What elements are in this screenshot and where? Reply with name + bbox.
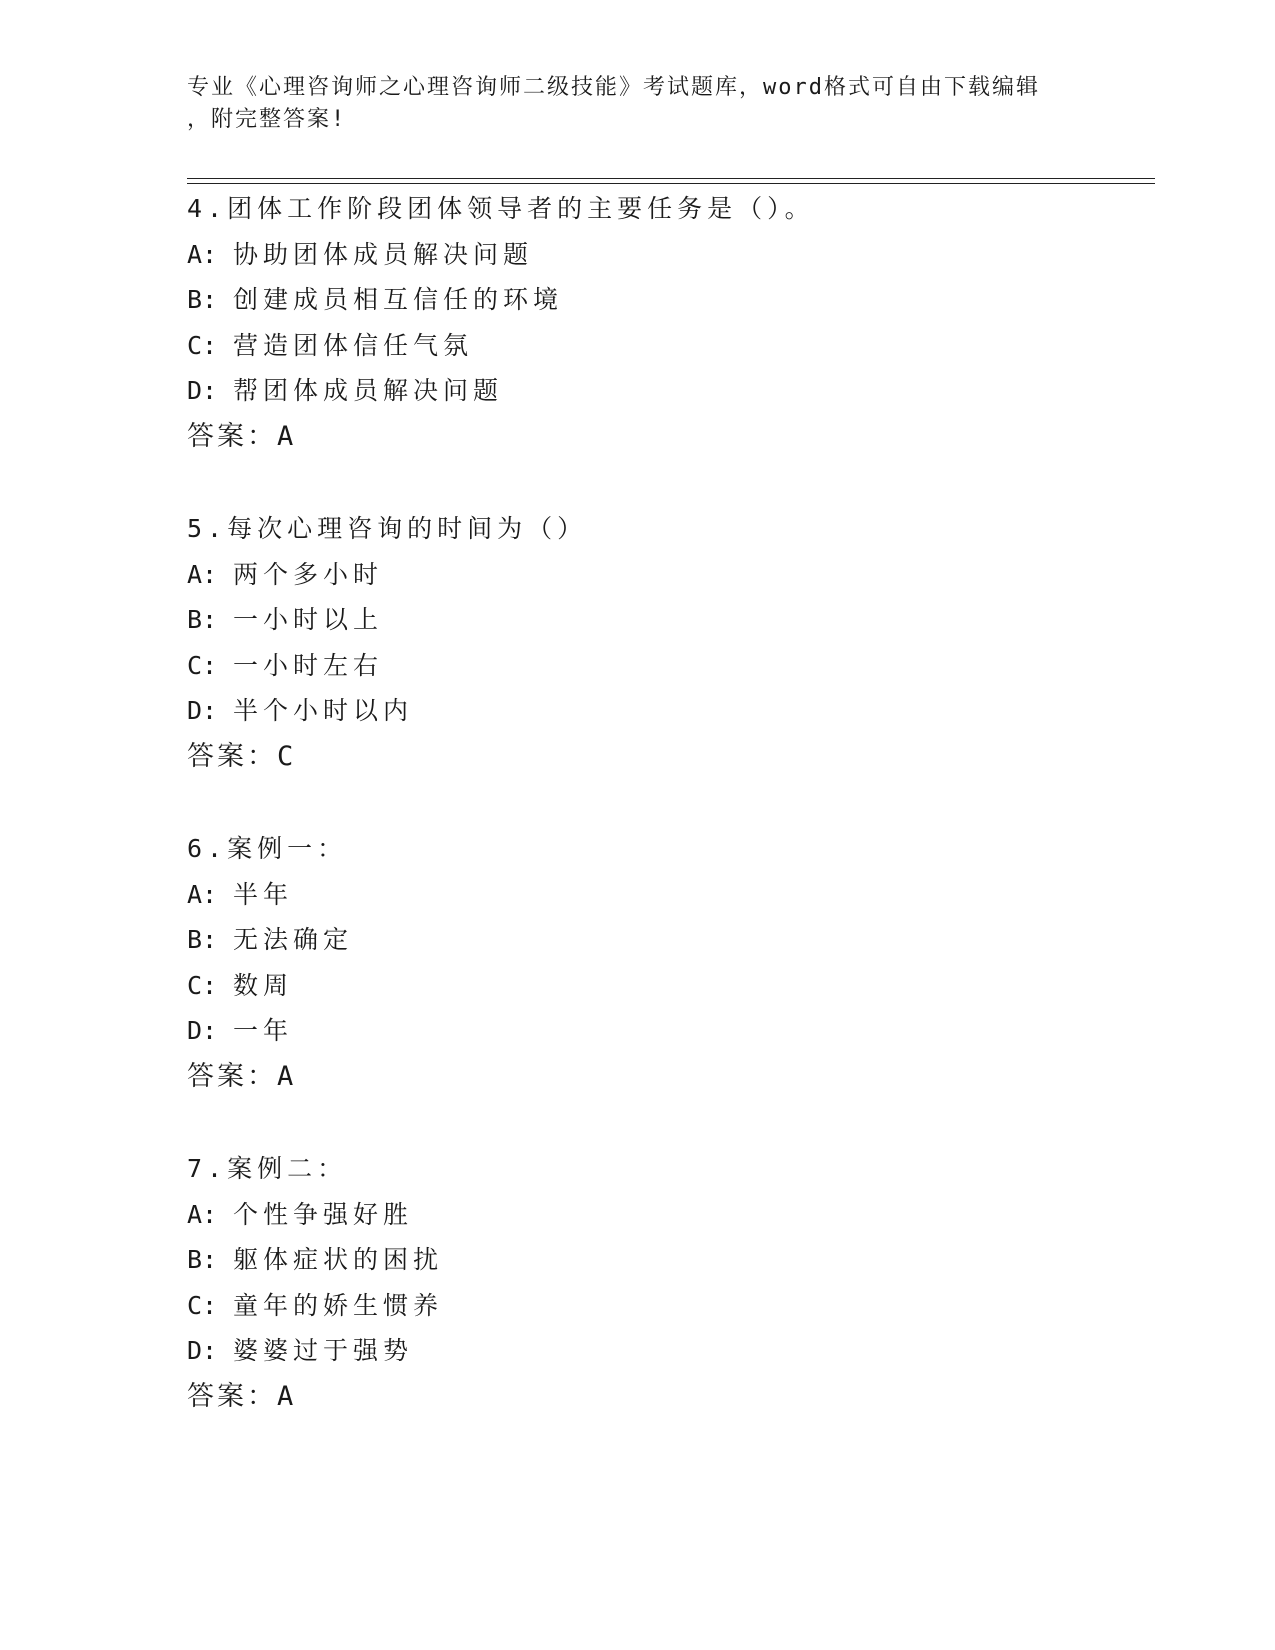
header-line-2: ，附完整答案! xyxy=(187,107,347,132)
option-key: D: xyxy=(187,1016,218,1045)
option-c xyxy=(187,1283,1147,1329)
option-text: 婆婆过于强势 xyxy=(233,1336,414,1365)
option-a xyxy=(187,872,1147,918)
option-c xyxy=(187,323,1147,369)
answer-line xyxy=(187,1054,1147,1100)
answer-label: 答案： xyxy=(187,1060,277,1092)
option-text: 一年 xyxy=(233,1016,294,1045)
option-text: 个性争强好胜 xyxy=(233,1199,414,1229)
option-a xyxy=(187,1192,1147,1238)
question-block xyxy=(187,826,1147,1100)
option-text: 一小时以上 xyxy=(233,605,384,634)
option-key: B: xyxy=(187,605,218,634)
option-text: 一小时左右 xyxy=(233,650,384,680)
option-text: 半年 xyxy=(233,879,294,909)
answer-value: A xyxy=(277,1380,294,1412)
header-divider-bottom xyxy=(187,183,1155,184)
option-text: 营造团体信任气氛 xyxy=(233,330,474,360)
answer-label: 答案： xyxy=(187,420,277,452)
question-block xyxy=(187,186,1147,460)
question-stem: 5.每次心理咨询的时间为（） xyxy=(187,514,588,543)
option-key: D: xyxy=(187,1336,218,1365)
document-header xyxy=(187,72,1087,136)
answer-value: A xyxy=(277,420,294,452)
answer-line xyxy=(187,414,1147,460)
header-divider-top xyxy=(187,178,1155,179)
option-text: 童年的娇生惯养 xyxy=(233,1290,444,1320)
option-text: 半个小时以内 xyxy=(233,696,414,725)
option-key: A: xyxy=(187,879,218,909)
option-b xyxy=(187,1237,1147,1283)
option-a xyxy=(187,232,1147,278)
question-stem: 6.案例一： xyxy=(187,834,348,863)
option-key: D: xyxy=(187,376,218,405)
question-stem: 4.团体工作阶段团体领导者的主要任务是（）。 xyxy=(187,194,815,223)
option-text: 创建成员相互信任的环境 xyxy=(233,285,564,314)
option-text: 帮团体成员解决问题 xyxy=(233,376,504,405)
question-block xyxy=(187,1146,1147,1420)
answer-line xyxy=(187,734,1147,780)
header-line-1: 专业《心理咨询师之心理咨询师二级技能》考试题库，word格式可自由下载编辑 xyxy=(187,75,1040,100)
option-c xyxy=(187,963,1147,1009)
option-key: B: xyxy=(187,925,218,954)
option-text: 协助团体成员解决问题 xyxy=(233,239,534,269)
option-d xyxy=(187,1008,1147,1054)
option-key: C: xyxy=(187,1290,218,1320)
option-text: 数周 xyxy=(233,970,294,1000)
answer-label: 答案： xyxy=(187,740,277,772)
answer-value: A xyxy=(277,1060,294,1092)
option-c xyxy=(187,643,1147,689)
option-key: C: xyxy=(187,330,218,360)
option-text: 无法确定 xyxy=(233,925,354,954)
answer-value: C xyxy=(277,740,294,772)
option-d xyxy=(187,368,1147,414)
answer-line xyxy=(187,1374,1147,1420)
option-a xyxy=(187,552,1147,598)
option-key: B: xyxy=(187,1245,218,1274)
option-b xyxy=(187,597,1147,643)
option-key: D: xyxy=(187,696,218,725)
option-key: A: xyxy=(187,559,218,589)
option-text: 两个多小时 xyxy=(233,559,384,589)
option-key: C: xyxy=(187,650,218,680)
option-d xyxy=(187,1328,1147,1374)
answer-label: 答案： xyxy=(187,1380,277,1412)
option-key: A: xyxy=(187,1199,218,1229)
option-d xyxy=(187,688,1147,734)
option-key: B: xyxy=(187,285,218,314)
option-key: C: xyxy=(187,970,218,1000)
option-text: 躯体症状的困扰 xyxy=(233,1245,444,1274)
option-key: A: xyxy=(187,239,218,269)
option-b xyxy=(187,917,1147,963)
question-block xyxy=(187,506,1147,780)
option-b xyxy=(187,277,1147,323)
question-stem: 7.案例二： xyxy=(187,1154,348,1183)
